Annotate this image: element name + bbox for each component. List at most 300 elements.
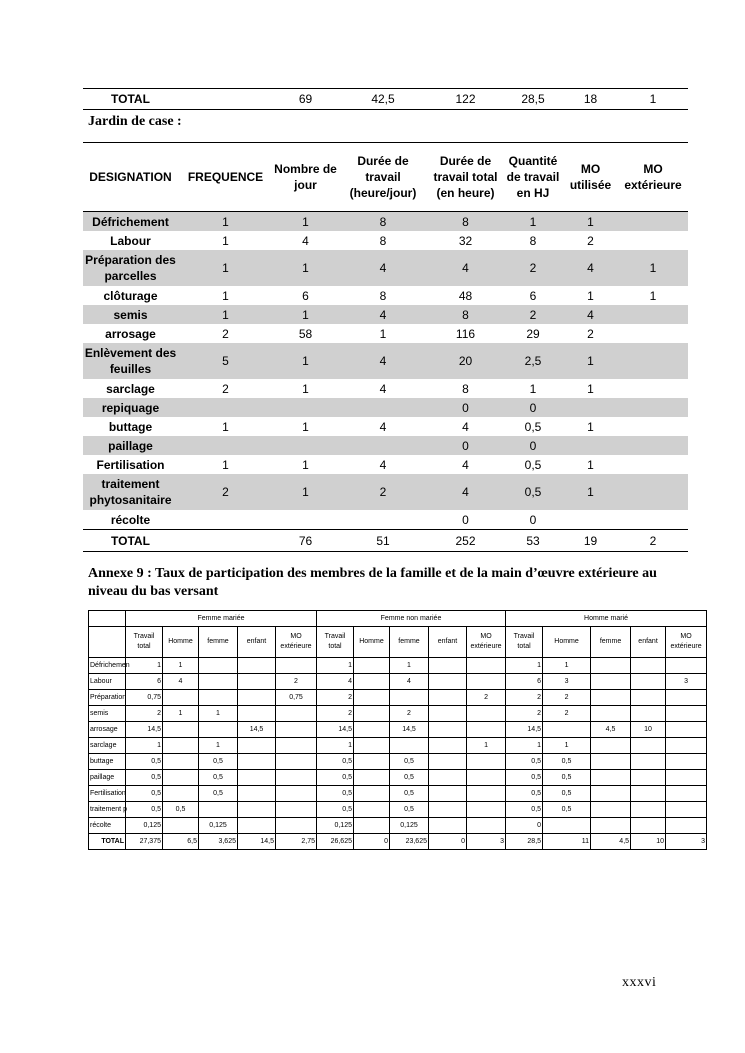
- row-label: buttage: [89, 754, 126, 770]
- table-cell: [163, 786, 199, 802]
- sub-header: MO extérieure: [467, 627, 506, 658]
- table-cell: [238, 674, 276, 690]
- table-cell: 4: [462, 457, 469, 472]
- total-row: [83, 89, 688, 110]
- column-header: DESIGNATION: [83, 143, 178, 212]
- table-row: [89, 722, 707, 738]
- sub-header: MO extérieure: [276, 627, 317, 658]
- table-cell: 4: [462, 419, 469, 434]
- table-cell: [429, 770, 467, 786]
- table-cell: 1: [199, 738, 238, 754]
- table-cell: [591, 690, 631, 706]
- table-cell: [199, 802, 238, 818]
- table-cell: 4: [563, 250, 618, 286]
- table-row: [89, 690, 707, 706]
- table-row: [83, 212, 688, 232]
- table-cell: 6: [126, 674, 163, 690]
- previous-table-total: [83, 88, 688, 110]
- table-cell: 2: [543, 690, 591, 706]
- table-cell: [618, 231, 688, 250]
- corner-cell: [89, 627, 126, 658]
- table-cell: [429, 802, 467, 818]
- table-cell: 32: [458, 233, 473, 248]
- table-cell: [199, 674, 238, 690]
- row-label: arrosage: [89, 722, 126, 738]
- table-cell: 4: [428, 474, 503, 510]
- table-cell: [618, 212, 688, 232]
- table-row: [89, 658, 707, 674]
- table-cell: 0: [503, 436, 563, 455]
- table-cell: 4: [379, 381, 387, 396]
- table-cell: 4: [163, 674, 199, 690]
- table-cell: 1: [529, 381, 537, 396]
- table-cell: 1: [273, 343, 338, 379]
- sub-header: enfant: [238, 627, 276, 658]
- table-cell: 1: [126, 738, 163, 754]
- row-label: buttage: [108, 419, 153, 434]
- table-cell: [563, 510, 618, 530]
- table-cell: 3: [543, 674, 591, 690]
- table-cell: 4: [338, 250, 428, 286]
- table-cell: [199, 722, 238, 738]
- table-cell: 0,5: [543, 770, 591, 786]
- table-cell: 0: [354, 834, 390, 850]
- row-label: récolte: [110, 512, 151, 527]
- column-header: Durée de travail (heure/jour): [338, 143, 428, 212]
- table-cell: 0,5: [524, 457, 542, 472]
- table-cell: 1: [587, 457, 594, 472]
- table-cell: [390, 690, 429, 706]
- table-cell: 6: [529, 288, 537, 303]
- sub-header-row: [89, 627, 707, 658]
- total-cell: 122: [428, 89, 503, 110]
- table-cell: [618, 436, 688, 455]
- table-cell: 2,5: [503, 343, 563, 379]
- table-cell: 1: [587, 419, 594, 434]
- table-cell: 19: [563, 530, 618, 552]
- table-cell: [354, 690, 390, 706]
- sub-header: MO extérieure: [666, 627, 707, 658]
- table-row: [83, 286, 688, 305]
- table-cell: [429, 674, 467, 690]
- table-cell: 29: [526, 326, 540, 341]
- table-cell: 14,5: [317, 722, 354, 738]
- table-cell: [276, 658, 317, 674]
- table-cell: [543, 818, 591, 834]
- table-cell: [163, 722, 199, 738]
- page-number: xxxvi: [622, 975, 657, 990]
- table-cell: 0: [429, 834, 467, 850]
- table-cell: 2: [506, 706, 543, 722]
- table-cell: [429, 690, 467, 706]
- table-cell: 1: [273, 305, 338, 324]
- table-cell: 0: [529, 512, 537, 527]
- table-cell: 1: [273, 212, 338, 232]
- sub-header: enfant: [631, 627, 666, 658]
- table-cell: [354, 722, 390, 738]
- table-cell: [631, 802, 666, 818]
- table-cell: 0,5: [126, 786, 163, 802]
- table-cell: 1: [178, 305, 273, 324]
- table-cell: [163, 818, 199, 834]
- table-cell: [178, 510, 273, 530]
- table-cell: [276, 706, 317, 722]
- table-cell: [631, 770, 666, 786]
- table-cell: 2: [618, 530, 688, 552]
- table-cell: [238, 738, 276, 754]
- table-cell: 1: [222, 233, 229, 248]
- table-row: [89, 818, 707, 834]
- table-cell: [354, 738, 390, 754]
- table-cell: 6: [302, 288, 309, 303]
- table-cell: [467, 674, 506, 690]
- table-cell: 10: [631, 722, 666, 738]
- table-cell: [273, 436, 338, 455]
- row-label: semis: [89, 706, 126, 722]
- table-cell: 2: [467, 690, 506, 706]
- sub-header: Travail total: [317, 627, 354, 658]
- table-cell: 1: [506, 738, 543, 754]
- table-cell: 76: [273, 530, 338, 552]
- table-row: [89, 674, 707, 690]
- table-cell: [354, 674, 390, 690]
- table-cell: [354, 770, 390, 786]
- row-label: Labour: [89, 674, 126, 690]
- table-cell: 1: [222, 288, 229, 303]
- table-cell: [618, 474, 688, 510]
- table-cell: [467, 802, 506, 818]
- table-cell: 0: [428, 398, 503, 417]
- table-cell: [591, 674, 631, 690]
- table-cell: 0,5: [126, 754, 163, 770]
- table-cell: [467, 818, 506, 834]
- table-cell: [631, 706, 666, 722]
- table-cell: [631, 818, 666, 834]
- table-cell: [429, 738, 467, 754]
- table-row: [83, 455, 688, 474]
- total-cell: 18: [563, 89, 618, 110]
- table-cell: [666, 658, 707, 674]
- table-row: [83, 510, 688, 530]
- table-cell: 2: [317, 690, 354, 706]
- table-cell: [543, 722, 591, 738]
- total-row: [89, 834, 707, 850]
- table-cell: [618, 398, 688, 417]
- table-cell: [618, 324, 688, 343]
- table-cell: 2,75: [276, 834, 317, 850]
- table-cell: 1: [317, 738, 354, 754]
- table-cell: [618, 417, 688, 436]
- table-cell: 1: [178, 250, 273, 286]
- table-cell: [618, 379, 688, 398]
- group-header: Femme non mariée: [317, 611, 506, 627]
- table-cell: [238, 690, 276, 706]
- table-cell: [354, 802, 390, 818]
- table-cell: [390, 738, 429, 754]
- table-row: [83, 379, 688, 398]
- table-cell: [273, 510, 338, 530]
- table-cell: [354, 658, 390, 674]
- table-cell: [429, 658, 467, 674]
- row-label: semis: [83, 305, 178, 324]
- row-label: clôturage: [103, 288, 158, 303]
- row-label: Labour: [110, 233, 151, 248]
- table-cell: [338, 436, 428, 455]
- table-cell: 2: [126, 706, 163, 722]
- table-cell: [429, 754, 467, 770]
- table-cell: [238, 786, 276, 802]
- table-cell: [666, 722, 707, 738]
- table-row: [83, 436, 688, 455]
- table-cell: 2: [338, 474, 428, 510]
- table-cell: 2: [222, 326, 229, 341]
- table-cell: [354, 818, 390, 834]
- table-cell: [429, 706, 467, 722]
- table-cell: 2: [506, 690, 543, 706]
- table-cell: 2: [543, 706, 591, 722]
- table-cell: 1: [587, 381, 594, 396]
- table-cell: 2: [222, 381, 229, 396]
- table-row: [89, 786, 707, 802]
- row-label: Défrichement: [83, 212, 178, 232]
- table-cell: [276, 802, 317, 818]
- row-label: Préparation des parcelles: [83, 250, 178, 286]
- table-cell: [178, 436, 273, 455]
- table-cell: 4: [338, 305, 428, 324]
- table-row: [89, 770, 707, 786]
- table-cell: [467, 754, 506, 770]
- table-row: [83, 250, 688, 286]
- table-cell: 0: [428, 436, 503, 455]
- table-cell: [199, 690, 238, 706]
- table-cell: 4: [563, 305, 618, 324]
- table-cell: [666, 738, 707, 754]
- table-cell: 2: [503, 250, 563, 286]
- table-cell: 0,125: [390, 818, 429, 834]
- table-cell: 1: [390, 658, 429, 674]
- table-cell: [238, 770, 276, 786]
- table-cell: 0,5: [199, 770, 238, 786]
- sub-header: Homme: [354, 627, 390, 658]
- sub-header: enfant: [429, 627, 467, 658]
- table-cell: 0,5: [543, 786, 591, 802]
- table-cell: 1: [199, 706, 238, 722]
- table-cell: 0,125: [317, 818, 354, 834]
- column-header: MO extérieure: [618, 143, 688, 212]
- sub-header: Homme: [543, 627, 591, 658]
- table-cell: [429, 818, 467, 834]
- table-cell: 4: [302, 233, 309, 248]
- row-label: Défrichemen: [89, 658, 126, 674]
- table-cell: [618, 305, 688, 324]
- table-cell: 10: [631, 834, 666, 850]
- table-cell: [591, 786, 631, 802]
- table-cell: 0,5: [390, 770, 429, 786]
- total-cell: 28,5: [503, 89, 563, 110]
- table-cell: [238, 658, 276, 674]
- table-cell: 27,375: [126, 834, 163, 850]
- table-cell: 2: [178, 474, 273, 510]
- table-cell: [666, 818, 707, 834]
- table-cell: 0,125: [126, 818, 163, 834]
- table-row: [89, 738, 707, 754]
- table-cell: 0,5: [163, 802, 199, 818]
- table-cell: 8: [379, 288, 387, 303]
- table-cell: 8: [428, 305, 503, 324]
- table-cell: [238, 818, 276, 834]
- table-cell: 26,625: [317, 834, 354, 850]
- table-row: [83, 324, 688, 343]
- table-cell: 1: [317, 658, 354, 674]
- table-cell: [631, 658, 666, 674]
- table-cell: 0,5: [503, 474, 563, 510]
- sub-header: femme: [199, 627, 238, 658]
- table-cell: 23,625: [390, 834, 429, 850]
- table-cell: [591, 770, 631, 786]
- total-row: [83, 530, 688, 552]
- table-cell: 3: [666, 674, 707, 690]
- table-cell: 0,5: [317, 802, 354, 818]
- table-cell: 3: [467, 834, 506, 850]
- table-cell: [354, 706, 390, 722]
- table-cell: 2: [276, 674, 317, 690]
- table-cell: 6: [506, 674, 543, 690]
- table-cell: 0,5: [390, 802, 429, 818]
- table-cell: [666, 754, 707, 770]
- table-cell: 8: [428, 212, 503, 232]
- table-cell: [631, 786, 666, 802]
- group-header-row: [89, 611, 707, 627]
- row-label: paillage: [89, 770, 126, 786]
- row-label: Fertilisation: [96, 457, 165, 472]
- table-cell: [199, 658, 238, 674]
- table-cell: 0: [462, 512, 469, 527]
- table-cell: 0,5: [317, 770, 354, 786]
- table-cell: [273, 398, 338, 417]
- table-cell: 1: [379, 326, 387, 341]
- table-cell: 0: [506, 818, 543, 834]
- table-cell: 1: [587, 288, 594, 303]
- table-cell: [467, 786, 506, 802]
- table-cell: 4: [379, 457, 387, 472]
- table-row: [83, 398, 688, 417]
- table-cell: 0,5: [390, 786, 429, 802]
- row-label: paillage: [83, 436, 178, 455]
- table-cell: 20: [428, 343, 503, 379]
- table-row: [83, 474, 688, 510]
- table-cell: 1: [126, 658, 163, 674]
- table-cell: 0,125: [199, 818, 238, 834]
- table-cell: 1: [302, 419, 309, 434]
- table-cell: 3,625: [199, 834, 238, 850]
- table-cell: 0,5: [126, 770, 163, 786]
- table-cell: 1: [222, 419, 229, 434]
- column-header: Quantité de travail en HJ: [503, 143, 563, 212]
- table-cell: 4: [317, 674, 354, 690]
- table-header: [83, 143, 688, 212]
- table-cell: 0,5: [543, 754, 591, 770]
- table-cell: [178, 398, 273, 417]
- table-cell: [666, 802, 707, 818]
- table-cell: [354, 754, 390, 770]
- table-row: [83, 417, 688, 436]
- column-header: Durée de travail total (en heure): [428, 143, 503, 212]
- row-label: TOTAL: [83, 530, 178, 552]
- table-cell: [276, 738, 317, 754]
- row-label: repiquage: [83, 398, 178, 417]
- table-row: [83, 305, 688, 324]
- column-header: MO utilisée: [563, 143, 618, 212]
- table-cell: 5: [178, 343, 273, 379]
- total-cell: 42,5: [338, 89, 428, 110]
- table-cell: 0,5: [506, 754, 543, 770]
- table-cell: 0,5: [506, 786, 543, 802]
- column-header: FREQUENCE: [178, 143, 273, 212]
- total-label: TOTAL: [83, 89, 178, 110]
- table-cell: 1: [543, 658, 591, 674]
- sub-header: Travail total: [126, 627, 163, 658]
- total-cell: [178, 89, 273, 110]
- row-label: traitement p: [89, 802, 126, 818]
- table-row: [89, 802, 707, 818]
- table-cell: [591, 658, 631, 674]
- table-cell: [618, 455, 688, 474]
- table-cell: 4: [338, 343, 428, 379]
- table-cell: 51: [338, 530, 428, 552]
- table-cell: 4: [428, 250, 503, 286]
- table-cell: 252: [428, 530, 503, 552]
- table-cell: 0,5: [506, 770, 543, 786]
- table-cell: 1: [178, 212, 273, 232]
- table-cell: 1: [222, 457, 229, 472]
- table-cell: [429, 786, 467, 802]
- table-cell: [429, 722, 467, 738]
- table-cell: [276, 770, 317, 786]
- sub-header: femme: [591, 627, 631, 658]
- table-cell: [666, 706, 707, 722]
- table-cell: [618, 510, 688, 530]
- table-cell: [631, 754, 666, 770]
- total-cell: 1: [618, 89, 688, 110]
- table-cell: 14,5: [506, 722, 543, 738]
- table-cell: 0,5: [199, 754, 238, 770]
- row-label: sarclage: [106, 381, 155, 396]
- sub-header: femme: [390, 627, 429, 658]
- table-cell: [238, 754, 276, 770]
- table-cell: 2: [587, 233, 594, 248]
- table-cell: 1: [506, 658, 543, 674]
- table-cell: [631, 690, 666, 706]
- table-cell: [163, 770, 199, 786]
- table-cell: [467, 706, 506, 722]
- table-cell: 14,5: [126, 722, 163, 738]
- table-cell: 1: [467, 738, 506, 754]
- table-cell: 8: [529, 233, 537, 248]
- table-cell: 4: [379, 419, 387, 434]
- table-cell: [631, 738, 666, 754]
- table-cell: [163, 738, 199, 754]
- table-cell: [563, 436, 618, 455]
- group-header: Homme marié: [506, 611, 707, 627]
- table-cell: [591, 738, 631, 754]
- table-cell: 1: [563, 343, 618, 379]
- table-cell: 1: [302, 381, 309, 396]
- table-cell: [467, 658, 506, 674]
- table-cell: 1: [503, 212, 563, 232]
- table-cell: [666, 770, 707, 786]
- table-cell: 4,5: [591, 722, 631, 738]
- table-cell: [338, 510, 428, 530]
